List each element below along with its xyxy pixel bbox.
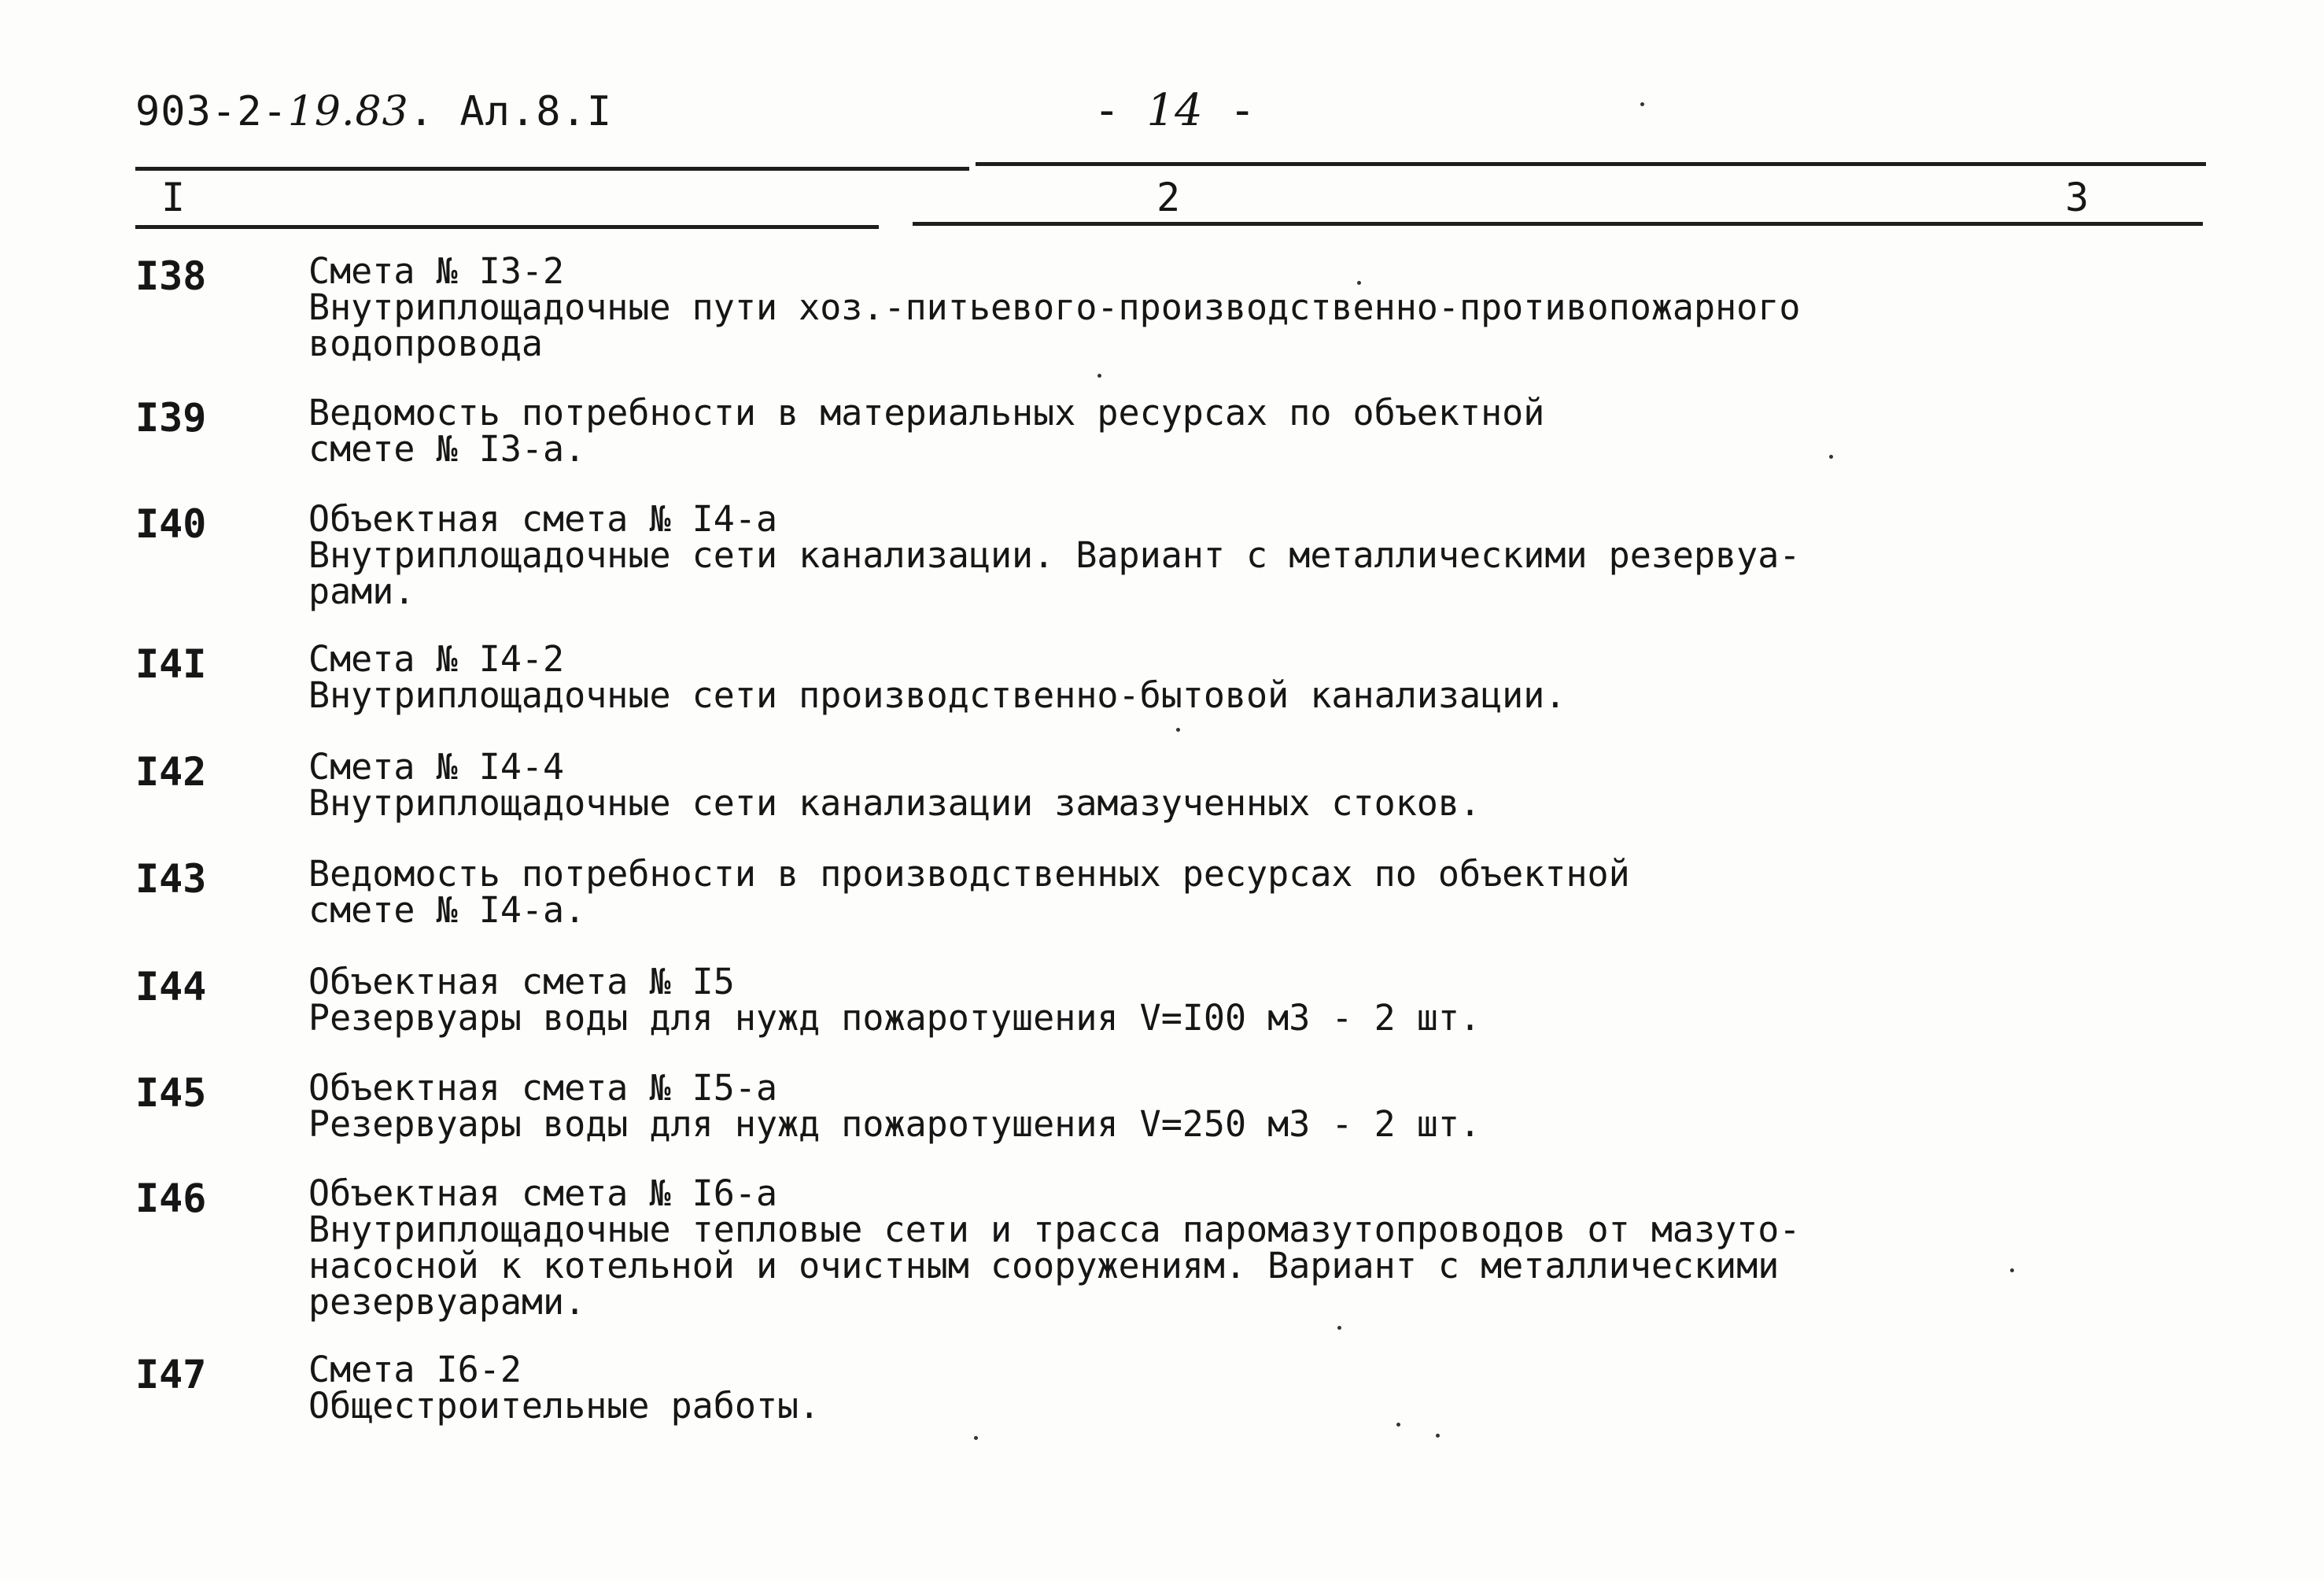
- entry-line: Внутриплощадочные сети производственно-бытовой канализации.: [308, 674, 1566, 716]
- entry-number: I47: [135, 1352, 207, 1397]
- entry-line: Ведомость потребности в материальных ресурсах по объектной: [308, 392, 1545, 434]
- entry-line: Внутриплощадочные сети канализации. Вариант с металлическими резервуа-: [308, 534, 1801, 576]
- entry-text: [308, 638, 1566, 716]
- scan-speck: [1357, 281, 1361, 285]
- entry-number: I46: [135, 1176, 207, 1221]
- entry-text: [308, 1349, 821, 1427]
- top-rule-left: [135, 167, 969, 171]
- scan-speck: [1337, 1326, 1341, 1330]
- scan-speck: [974, 1436, 978, 1440]
- scan-speck: [2010, 1268, 2014, 1272]
- entry-number: I42: [135, 749, 207, 795]
- scan-speck: [1829, 455, 1833, 459]
- entry-line: Внутриплощадочные сети канализации замазученных стоков.: [308, 782, 1481, 824]
- entry-line: Ведомость потребности в производственных ресурсах по объектной: [308, 853, 1630, 895]
- scan-speck: [1176, 728, 1180, 732]
- entry-text: [308, 1067, 1481, 1145]
- header-rule-left: [135, 225, 879, 229]
- page-number: - 14 -: [1094, 85, 1256, 136]
- entry-text: [308, 746, 1481, 824]
- entry-line: Смета I6-2: [308, 1349, 522, 1390]
- entry-line: Внутриплощадочные пути хоз.-питьевого-производственно-противопожарного: [308, 286, 1801, 328]
- entry-line: Объектная смета № I5-а: [308, 1067, 778, 1109]
- scan-speck: [1396, 1423, 1400, 1427]
- entry-number: I38: [135, 253, 207, 299]
- entry-line: Общестроительные работы.: [308, 1385, 821, 1427]
- entry-text: [308, 961, 1481, 1039]
- entry-text: [308, 498, 1801, 612]
- entry-number: I39: [135, 395, 207, 441]
- entry-line: Смета № I4-4: [308, 746, 565, 788]
- column-heading-2: 2: [1156, 175, 1181, 220]
- column-heading-3: 3: [2065, 175, 2090, 220]
- document-code-suffix: . Ал.8.I: [408, 88, 613, 135]
- top-rule-right: [976, 162, 2206, 166]
- entry-text: [308, 1172, 1801, 1323]
- entry-number: I40: [135, 501, 207, 547]
- entry-number: I43: [135, 856, 207, 902]
- entry-text: [308, 853, 1630, 931]
- entry-line: Объектная смета № I6-а: [308, 1172, 778, 1214]
- entry-line: Смета № I3-2: [308, 250, 565, 292]
- entry-line: Резервуары воды для нужд пожаротушения V=250 м3 - 2 шт.: [308, 1103, 1481, 1145]
- entry-line: Резервуары воды для нужд пожаротушения V=I00 м3 - 2 шт.: [308, 997, 1481, 1039]
- document-code-handwritten: 19.83: [287, 88, 409, 135]
- scan-speck: [1640, 102, 1644, 106]
- entry-text: [308, 392, 1545, 470]
- entry-line: резервуарами.: [308, 1281, 586, 1323]
- scan-speck: [1436, 1434, 1440, 1438]
- entry-number: I44: [135, 964, 207, 1010]
- entry-line: смете № I3-а.: [308, 428, 586, 470]
- entry-line: Внутриплощадочные тепловые сети и трасса паромазутопроводов от мазуто-: [308, 1209, 1801, 1250]
- entry-line: смете № I4-а.: [308, 889, 586, 931]
- page-number-value: 14: [1146, 85, 1203, 136]
- entry-line: Объектная смета № I5: [308, 961, 735, 1002]
- header-rule-right: [913, 222, 2203, 226]
- column-heading-1: I: [161, 175, 186, 220]
- entry-line: насосной к котельной и очистным сооружениям. Вариант с металлическими: [308, 1245, 1780, 1287]
- entry-line: Смета № I4-2: [308, 638, 565, 680]
- entry-line: рами.: [308, 570, 415, 612]
- entry-text: [308, 250, 1801, 364]
- scan-speck: [1097, 374, 1101, 378]
- entry-number: I4I: [135, 641, 207, 687]
- entry-line: Объектная смета № I4-а: [308, 498, 778, 540]
- entry-number: I45: [135, 1070, 207, 1116]
- document-code-prefix: 903-2-: [135, 88, 288, 135]
- entry-line: водопровода: [308, 323, 544, 364]
- document-code: [135, 88, 612, 135]
